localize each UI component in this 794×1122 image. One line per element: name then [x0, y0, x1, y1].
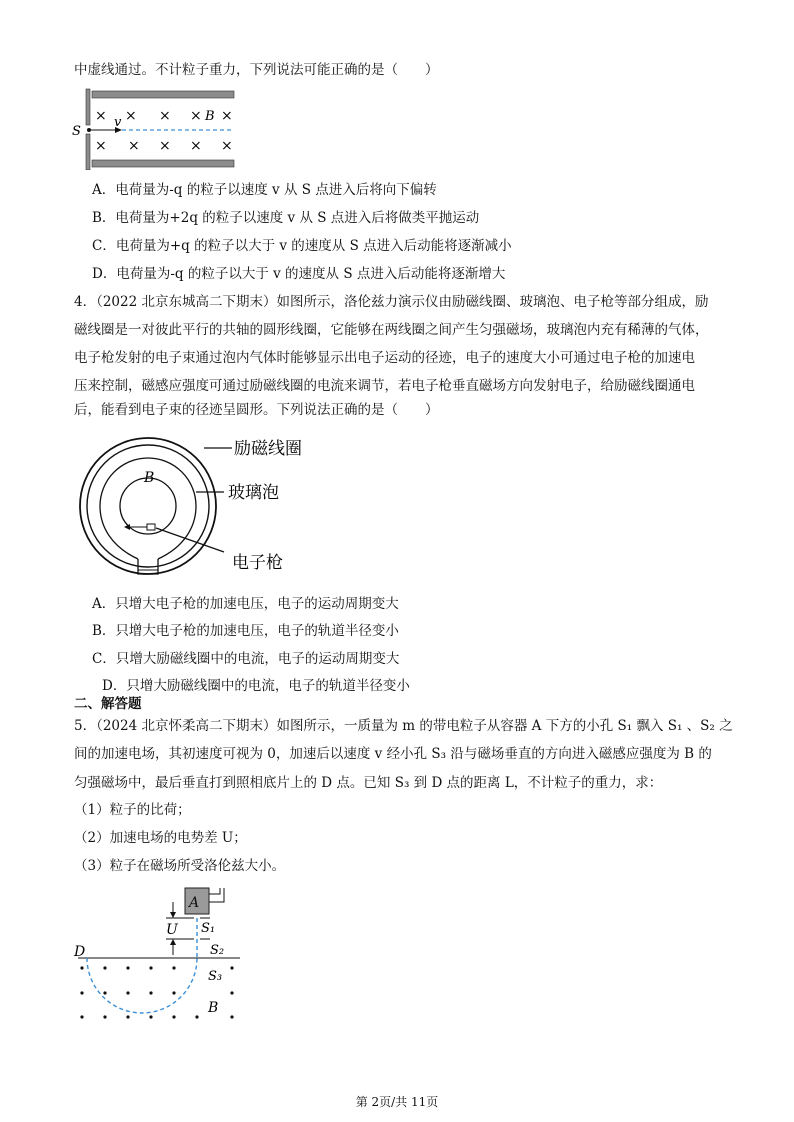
label-B: B: [144, 470, 155, 486]
label-gun: 电子枪: [232, 553, 283, 573]
page-footer: 第 2页/共 11页: [355, 1095, 439, 1109]
top-plate: [92, 91, 234, 98]
q4-option-b: B．只增大电子枪的加速电压，电子的轨道半径变小: [92, 623, 399, 639]
q3-stem-tail: 中虚线通过。不计粒子重力，下列说法可能正确的是（ ）: [74, 62, 439, 78]
cross-mark: ×: [221, 108, 233, 124]
label-A: A: [189, 895, 200, 911]
cross-mark: ×: [95, 108, 107, 124]
left-wall-upper: [86, 89, 90, 125]
label-S1: S₁: [201, 921, 216, 936]
bottom-plate: [92, 160, 234, 167]
cross-mark: ×: [128, 138, 140, 154]
q4-stem-line-5: 后，能看到电子束的径迹呈圆形。下列说法正确的是（ ）: [74, 402, 439, 418]
q4-option-d: D．只增大励磁线圈中的电流，电子的轨道半径变小: [102, 678, 410, 694]
semicircular-trajectory: [87, 958, 197, 1013]
q4-option-c: C．只增大励磁线圈中的电流，电子的运动周期变大: [92, 651, 400, 667]
label-coil: 励磁线圈: [234, 439, 302, 459]
cross-mark: ×: [95, 138, 107, 154]
q5-part-3: （3）粒子在磁场所受洛伦兹大小。: [74, 858, 286, 874]
label-B: B: [208, 1000, 219, 1016]
cross-mark: ×: [125, 108, 137, 124]
q4-stem-line-1: 4．（2022 北京东城高二下期末）如图所示，洛伦兹力演示仪由励磁线圈、玻璃泡、电子枪等部分组成，励: [74, 294, 709, 310]
q5-stem-line-2: 间的加速电场，其初速度可视为 0，加速后以速度 v 经小孔 S₃ 沿与磁场垂直的方向进入磁感应强度为 B 的: [74, 746, 712, 762]
cross-mark: ×: [159, 138, 171, 154]
cross-mark: ×: [190, 108, 202, 124]
label-S2: S₂: [210, 943, 225, 958]
q3-option-a: A．电荷量为-q 的粒子以速度 v 从 S 点进入后将向下偏转: [92, 182, 437, 198]
section-heading: 二、解答题: [74, 696, 142, 712]
label-S3: S₃: [208, 969, 223, 984]
q4-stem-line-4: 压来控制，磁感应强度可通过励磁线圈的电流来调节，若电子枪垂直磁场方向发射电子，给励磁线圈通电: [74, 378, 695, 394]
left-wall-lower: [86, 134, 90, 170]
electron-gun: [147, 524, 155, 530]
label-S: S: [72, 124, 81, 139]
q5-stem-line-3: 匀强磁场中，最后垂直打到照相底片上的 D 点。已知 S₃ 到 D 点的距离 L，不计粒子的重力，求：: [74, 775, 663, 791]
coil-inner: [87, 445, 209, 567]
q5-part-1: （1）粒子的比荷；: [74, 802, 191, 818]
cross-mark: ×: [221, 138, 233, 154]
q5-figure: [70, 884, 250, 1028]
q5-part-2: （2）加速电场的电势差 U；: [74, 830, 247, 846]
label-B: B: [205, 109, 215, 124]
q4-stem-line-3: 电子枪发射的电子束通过泡内气体时能够显示出电子运动的径迹，电子的速度大小可通过电子枪的加速电: [74, 350, 695, 366]
q3-figure: [70, 86, 245, 174]
q4-option-a: A．只增大电子枪的加速电压，电子的运动周期变大: [92, 596, 399, 612]
label-D: D: [74, 944, 86, 960]
label-bulb: 玻璃泡: [228, 483, 279, 503]
q4-figure: [72, 432, 332, 586]
q4-stem-line-2: 磁线圈是一对彼此平行的共轴的圆形线圈，它能够在两线圈之间产生匀强磁场，玻璃泡内充有稀薄的气体，: [74, 322, 709, 338]
cross-mark: ×: [159, 108, 171, 124]
q3-option-d: D．电荷量为-q 的粒子以大于 v 的速度从 S 点进入后动能将逐渐增大: [92, 266, 506, 282]
label-v: v: [114, 115, 122, 130]
q5-stem-line-1: 5．（2024 北京怀柔高二下期末）如图所示，一质量为 m 的带电粒子从容器 A 下方的小孔 S₁ 飘入 S₁ 、S₂ 之: [74, 718, 733, 734]
q3-option-c: C．电荷量为+q 的粒子以大于 v 的速度从 S 点进入后动能将逐渐减小: [92, 238, 512, 254]
q3-option-b: B．电荷量为+2q 的粒子以速度 v 从 S 点进入后将做类平抛运动: [92, 210, 480, 226]
label-U: U: [166, 922, 178, 938]
cross-mark: ×: [190, 138, 202, 154]
